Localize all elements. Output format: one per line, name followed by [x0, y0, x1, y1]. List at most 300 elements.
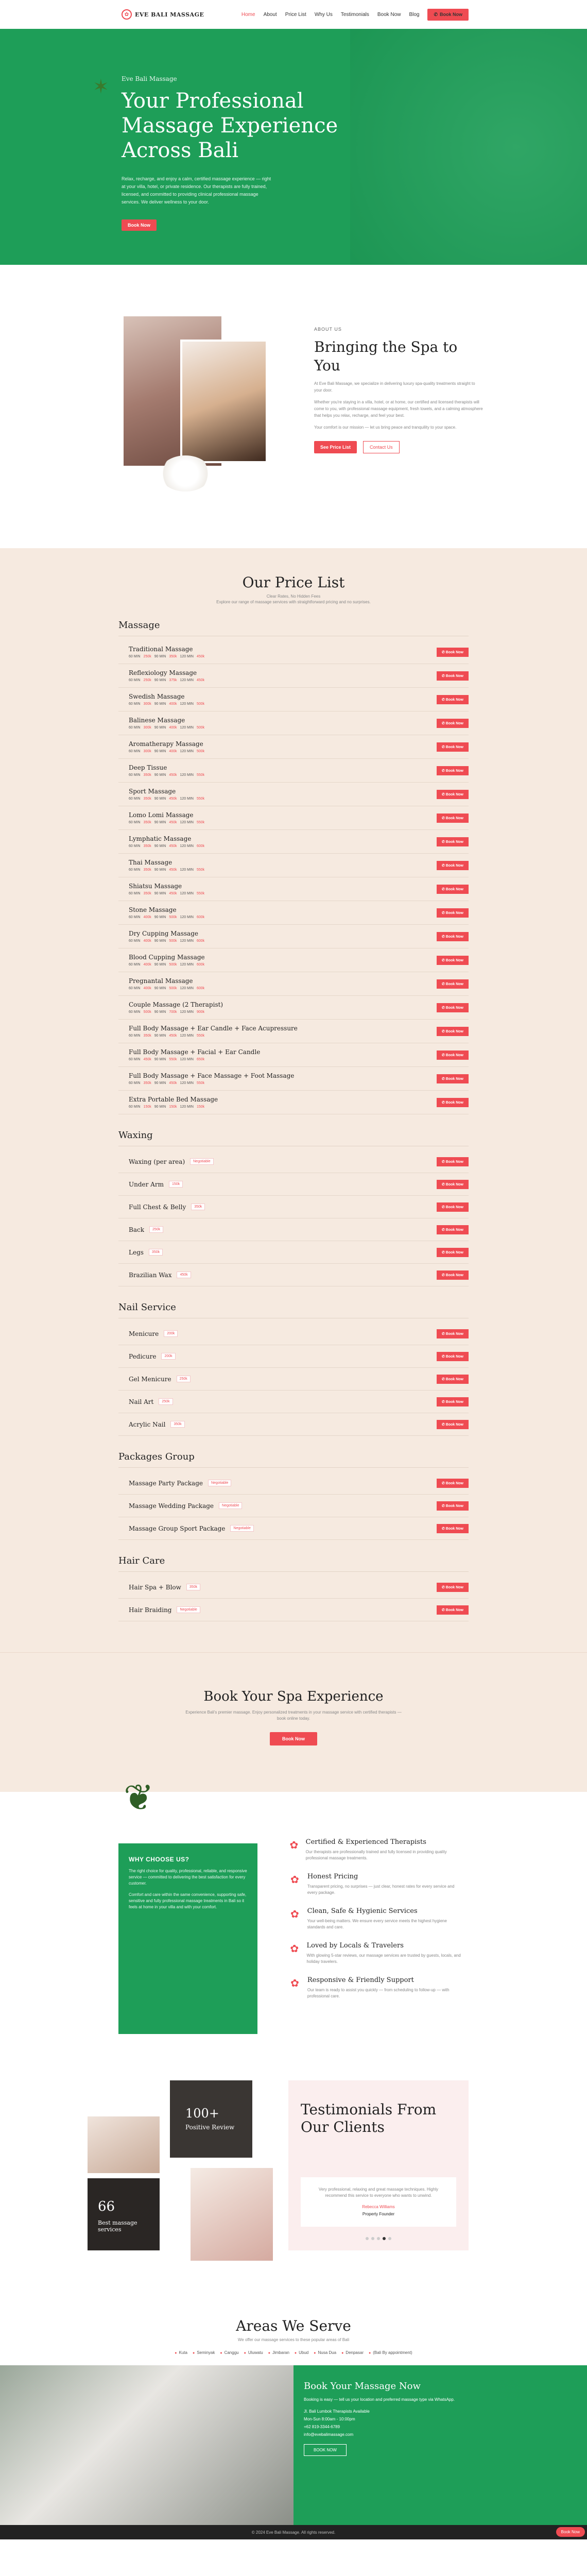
price-row: [118, 1495, 469, 1517]
price-tag: 450k: [177, 1272, 191, 1278]
rate-price: 550k: [196, 821, 205, 824]
service-name: Full Body Massage + Ear Candle + Face Acupressure: [129, 1025, 298, 1032]
book-now-button[interactable]: ✆ Book Now: [437, 837, 469, 846]
service-inline: [129, 1226, 163, 1233]
service-name: Aromatherapy Massage: [129, 740, 203, 748]
service-inline: [129, 1249, 163, 1256]
carousel-dot[interactable]: [388, 2237, 391, 2240]
lotus-icon: ✿: [290, 1909, 299, 1920]
rate-price: 500k: [169, 939, 177, 943]
area-item: ● (Bali By appointment): [369, 2350, 412, 2355]
price-row-info: [129, 977, 204, 990]
service-name: Stone Massage: [129, 906, 177, 913]
review-count: 100+: [185, 2106, 219, 2121]
stat-number: 66: [98, 2199, 115, 2214]
book-now-button[interactable]: ✆ Book Now: [437, 671, 469, 681]
carousel-dot[interactable]: [377, 2237, 380, 2240]
whatsapp-icon: ✆: [441, 1182, 446, 1187]
book-now-button[interactable]: ✆ Book Now: [437, 1397, 469, 1406]
service-name: Full Chest & Belly: [129, 1203, 186, 1211]
rate-list: [129, 1034, 298, 1038]
reviewer-name: Rebecca Williams: [362, 2205, 395, 2209]
nav-book-button[interactable]: ✆ Book Now: [427, 9, 469, 21]
rate-price: 400k: [143, 963, 151, 967]
area-item: ● Canggu: [220, 2350, 238, 2355]
feature-title: Certified & Experienced Therapists: [305, 1838, 426, 1846]
service-name: Massage Party Package: [129, 1479, 203, 1487]
whatsapp-icon: ✆: [441, 698, 446, 702]
whatsapp-icon: ✆: [441, 1077, 446, 1081]
price-row: [118, 1020, 469, 1043]
testimonials-section: [0, 2070, 587, 2307]
why-title: WHY CHOOSE US?: [129, 1856, 189, 1863]
price-row-info: [129, 1001, 223, 1014]
price-tag: 200k: [164, 1330, 178, 1337]
rate-price: 400k: [143, 939, 151, 943]
book-now-button[interactable]: ✆ Book Now: [437, 648, 469, 657]
price-row: [118, 996, 469, 1020]
whatsapp-icon: ✆: [434, 11, 438, 17]
book-now-button[interactable]: ✆ Book Now: [437, 742, 469, 752]
rate-duration: 60 MIN: [129, 844, 141, 848]
price-list-title: Our Price List: [242, 574, 345, 591]
price-category: [118, 1130, 469, 1286]
rate-price: 400k: [169, 750, 177, 753]
rate-list: [129, 1081, 294, 1085]
about-section: [0, 265, 587, 548]
service-name: Dry Cupping Massage: [129, 930, 198, 937]
lotus-icon: ✿: [122, 9, 132, 20]
book-spa-section: [0, 1652, 587, 1792]
book-now-button[interactable]: ✆ Book Now: [437, 1375, 469, 1384]
book-now-button[interactable]: ✆ Book Now: [437, 1202, 469, 1212]
service-inline: [129, 1606, 200, 1614]
book-spa-button[interactable]: Book Now: [270, 1732, 317, 1745]
price-tag: Negotiable: [177, 1606, 200, 1613]
service-name: Legs: [129, 1248, 144, 1256]
why-paragraph: Comfort and care within the same convenience, supporting safe, sensitive and fully professional massage treatments in Bali so it feels at home in your villa and with your comfort.: [129, 1892, 247, 1909]
whatsapp-icon: ✆: [441, 816, 446, 820]
rate-duration: 90 MIN: [154, 963, 166, 967]
rate-duration: 120 MIN: [180, 963, 194, 967]
lotus-icon: ✿: [289, 1840, 299, 1851]
rate-duration: 90 MIN: [154, 797, 166, 801]
category-title: Waxing: [118, 1130, 469, 1146]
testimonial-image-candles: [88, 2116, 160, 2173]
rate-list: [129, 750, 204, 753]
book-now-button[interactable]: ✆ Book Now: [437, 1583, 469, 1592]
rate-price: 550k: [169, 1058, 177, 1061]
price-row-info: [129, 788, 204, 801]
feature-item: [288, 1873, 463, 1896]
rate-price: 350k: [143, 1081, 151, 1085]
whatsapp-icon: ✆: [441, 935, 446, 939]
lotus-icon: ✿: [290, 1874, 299, 1886]
rate-duration: 90 MIN: [154, 1058, 166, 1061]
price-row-info: [129, 1048, 260, 1061]
nav-testimonials[interactable]: Testimonials: [340, 11, 369, 18]
whatsapp-icon: ✆: [441, 1504, 446, 1508]
price-list-description: Explore our range of massage services with straightforward pricing and no surprises.: [216, 600, 371, 604]
price-row-info: [129, 1525, 254, 1532]
price-row-info: [129, 1226, 163, 1233]
price-row-info: [129, 859, 204, 872]
book-now-button[interactable]: ✆ Book Now: [437, 861, 469, 870]
book-now-button[interactable]: ✆ Book Now: [437, 1225, 469, 1234]
whatsapp-icon: ✆: [441, 1527, 446, 1531]
rate-price: 350k: [143, 892, 151, 895]
price-category: [118, 620, 469, 1114]
whatsapp-icon: ✆: [441, 721, 446, 725]
phone-text[interactable]: +62 819-3344-6789: [304, 2425, 340, 2429]
rate-list: [129, 679, 204, 682]
price-row: [118, 972, 469, 996]
price-row: [118, 1576, 469, 1599]
book-now-button[interactable]: ✆ Book Now: [437, 979, 469, 989]
main-menu: [241, 9, 469, 21]
price-row: [118, 925, 469, 948]
service-name: Pregnantal Massage: [129, 977, 193, 985]
rate-price: 450k: [169, 844, 177, 848]
about-image-massage: [180, 340, 268, 463]
area-item: ● Jimbaran: [268, 2350, 289, 2355]
rate-price: 450k: [169, 1034, 177, 1038]
price-row-info: [129, 1376, 191, 1383]
rate-price: 500k: [196, 702, 205, 706]
service-name: Full Body Massage + Facial + Ear Candle: [129, 1048, 261, 1056]
rate-duration: 90 MIN: [154, 821, 166, 824]
book-now-button[interactable]: ✆ Book Now: [437, 932, 469, 941]
book-now-button[interactable]: ✆ Book Now: [437, 1605, 469, 1615]
price-category: [118, 1451, 469, 1540]
carousel-dots[interactable]: [301, 2237, 456, 2240]
service-name: Deep Tissue: [129, 764, 167, 771]
service-name: Hair Spa + Blow: [129, 1583, 181, 1591]
rate-list: [129, 987, 204, 990]
rate-duration: 60 MIN: [129, 750, 141, 753]
rate-price: 600k: [196, 939, 205, 943]
feature-title: Honest Pricing: [307, 1873, 358, 1880]
price-tag: Negotiable: [219, 1502, 242, 1509]
service-inline: [129, 1181, 183, 1188]
book-now-button[interactable]: ✆ Book Now: [437, 719, 469, 728]
whatsapp-icon: ✆: [441, 1608, 446, 1612]
rate-list: [129, 702, 204, 706]
service-inline: [129, 1480, 231, 1487]
book-now-button[interactable]: ✆ Book Now: [437, 766, 469, 775]
service-name: Back: [129, 1226, 144, 1233]
price-row: [118, 664, 469, 688]
feature-title: Loved by Locals & Travelers: [306, 1942, 404, 1950]
whatsapp-icon: ✆: [441, 650, 446, 654]
rate-duration: 60 MIN: [129, 655, 141, 658]
nav-about[interactable]: About: [263, 11, 277, 18]
feature-item: [288, 1942, 463, 1965]
contact-us-button[interactable]: Contact Us: [363, 441, 400, 453]
price-tag: Negotiable: [190, 1158, 213, 1165]
book-now-button[interactable]: ✆ Book Now: [437, 1248, 469, 1257]
rate-duration: 60 MIN: [129, 916, 141, 919]
book-now-button[interactable]: ✆ Book Now: [437, 956, 469, 965]
price-row-info: [129, 740, 204, 753]
rate-duration: 120 MIN: [180, 1081, 194, 1085]
book-now-button[interactable]: ✆ Book Now: [437, 1479, 469, 1488]
carousel-dot-active[interactable]: [383, 2237, 386, 2240]
rate-price: 400k: [143, 916, 151, 919]
price-row-info: [129, 1421, 185, 1428]
rate-price: 550k: [196, 773, 205, 777]
price-row-info: [129, 954, 205, 967]
price-tag: 350k: [191, 1204, 205, 1210]
service-name: Brazilian Wax: [129, 1271, 172, 1279]
service-inline: [129, 1502, 242, 1510]
areas-section: [0, 2307, 587, 2365]
rate-price: 250k: [143, 679, 151, 682]
nav-blog[interactable]: Blog: [409, 11, 420, 18]
booking-button[interactable]: BOOK NOW: [304, 2444, 347, 2456]
price-row: [118, 1196, 469, 1218]
service-name: Acrylic Nail: [129, 1420, 166, 1428]
testimonial-card: [288, 2080, 469, 2250]
rate-duration: 120 MIN: [180, 821, 194, 824]
rate-duration: 60 MIN: [129, 1058, 141, 1061]
book-now-button[interactable]: ✆ Book Now: [437, 1098, 469, 1107]
rate-duration: 120 MIN: [180, 1010, 194, 1014]
rate-duration: 120 MIN: [180, 844, 194, 848]
price-row-info: [129, 1502, 242, 1510]
price-row: [118, 1264, 469, 1286]
rate-price: 450k: [169, 868, 177, 872]
service-inline: [129, 1158, 214, 1165]
book-now-button[interactable]: ✆ Book Now: [437, 908, 469, 918]
price-row-info: [129, 811, 204, 824]
price-row-info: [129, 883, 204, 895]
whatsapp-icon: ✆: [441, 1053, 446, 1057]
whatsapp-icon: ✆: [441, 1273, 446, 1277]
rate-price: 550k: [196, 892, 205, 895]
rate-price: 300k: [143, 750, 151, 753]
whatsapp-icon: ✆: [441, 1160, 446, 1164]
rate-price: 150k: [143, 1105, 151, 1109]
book-spa-title: Book Your Spa Experience: [203, 1689, 384, 1704]
area-list: [118, 2350, 469, 2355]
price-row: [118, 1241, 469, 1264]
area-item: ● Denpasar: [341, 2350, 364, 2355]
price-row-info: [129, 1025, 298, 1038]
service-name: Reflexiology Massage: [129, 669, 197, 676]
service-name: Full Body Massage + Face Massage + Foot Massage: [129, 1072, 295, 1079]
price-category: [118, 1302, 469, 1436]
testimonials-title: Testimonials From Our Clients: [301, 2101, 437, 2136]
whatsapp-icon: ✆: [441, 745, 446, 749]
rate-price: 500k: [196, 726, 205, 730]
areas-subtitle: We offer our massage services to these popular areas of Bali: [237, 2337, 350, 2342]
service-inline: [129, 1398, 173, 1405]
rate-duration: 120 MIN: [180, 797, 194, 801]
book-now-button[interactable]: ✆ Book Now: [437, 1501, 469, 1511]
service-inline: [129, 1421, 185, 1428]
book-now-button[interactable]: ✆ Book Now: [437, 1050, 469, 1060]
email-text[interactable]: info@evebalimassage.com: [304, 2432, 354, 2437]
rate-price: 300k: [143, 702, 151, 706]
price-row: [118, 830, 469, 854]
price-row-info: [129, 835, 204, 848]
floating-book-button[interactable]: Book Now: [556, 2527, 585, 2537]
rate-duration: 60 MIN: [129, 892, 141, 895]
footer: [0, 2525, 587, 2539]
nav-home[interactable]: Home: [241, 11, 255, 18]
service-name: Blood Cupping Massage: [129, 954, 205, 961]
rate-duration: 60 MIN: [129, 1081, 141, 1085]
service-name: Balinese Massage: [129, 717, 185, 724]
price-row: [118, 1173, 469, 1196]
rate-price: 350k: [143, 773, 151, 777]
feature-item: [288, 1907, 463, 1930]
price-row: [118, 1091, 469, 1114]
service-inline: [129, 1525, 254, 1532]
whatsapp-icon: ✆: [441, 1006, 446, 1010]
address-text: Jl. Bali Lumbok Therapists Available: [304, 2409, 370, 2414]
rate-price: 350k: [143, 844, 151, 848]
rate-duration: 60 MIN: [129, 868, 141, 872]
price-row: [118, 640, 469, 664]
feature-description: With glowing 5-star reviews, our massage services are trusted by guests, locals, and holiday travelers.: [306, 1953, 461, 1964]
feature-list: [288, 1838, 463, 2011]
price-row: [118, 1067, 469, 1091]
whatsapp-icon: ✆: [441, 1250, 446, 1255]
book-now-button[interactable]: ✆ Book Now: [437, 1270, 469, 1280]
rate-price: 450k: [169, 797, 177, 801]
book-now-button[interactable]: ✆ Book Now: [437, 1329, 469, 1338]
rate-duration: 60 MIN: [129, 726, 141, 730]
whatsapp-icon: ✆: [441, 1029, 446, 1033]
booking-panel: [294, 2365, 587, 2525]
booking-text: Booking is easy — tell us your location and preferred massage type via WhatsApp.: [304, 2397, 455, 2402]
rate-duration: 90 MIN: [154, 773, 166, 777]
rate-duration: 120 MIN: [180, 939, 194, 943]
rate-list: [129, 726, 204, 730]
price-row: [118, 877, 469, 901]
rate-price: 650k: [196, 1058, 205, 1061]
price-tag: 250k: [159, 1398, 172, 1405]
nav-why-us[interactable]: Why Us: [314, 11, 333, 18]
rate-duration: 120 MIN: [180, 726, 194, 730]
book-now-button[interactable]: ✆ Book Now: [437, 1074, 469, 1083]
price-row-info: [129, 1480, 231, 1487]
logo[interactable]: [122, 9, 204, 20]
area-item: ● Seminyak: [193, 2350, 215, 2355]
positive-review-card: [170, 2080, 252, 2158]
price-row-info: [129, 717, 204, 730]
price-row-info: [129, 1249, 163, 1256]
why-paragraph: The right choice for quality, professional, reliable, and responsive service — committed to delivering the best satisfaction for every customer.: [129, 1869, 247, 1886]
rate-price: 300k: [143, 726, 151, 730]
rate-price: 400k: [169, 726, 177, 730]
service-name: Menicure: [129, 1330, 159, 1337]
rate-price: 350k: [143, 797, 151, 801]
price-tag: 350k: [149, 1249, 163, 1256]
book-now-button[interactable]: ✆ Book Now: [437, 790, 469, 799]
booking-title: Book Your Massage Now: [304, 2381, 421, 2392]
rate-duration: 90 MIN: [154, 655, 166, 658]
rate-price: 350k: [143, 821, 151, 824]
rate-duration: 120 MIN: [180, 868, 194, 872]
price-row: [118, 783, 469, 806]
about-buttons: [314, 441, 484, 453]
price-tag: 350k: [186, 1584, 200, 1590]
feature-description: Our therapists are professionally trained and fully licensed in providing quality professional massage treatments.: [305, 1850, 447, 1860]
lotus-icon: ✿: [290, 1943, 299, 1955]
whatsapp-icon: ✆: [441, 769, 446, 773]
service-name: Lomo Lomi Massage: [129, 811, 194, 819]
book-now-button[interactable]: ✆ Book Now: [437, 1420, 469, 1429]
nav-price-list[interactable]: Price List: [285, 11, 306, 18]
book-now-button[interactable]: ✆ Book Now: [437, 1027, 469, 1036]
rate-price: 450k: [169, 821, 177, 824]
hero-book-button[interactable]: Book Now: [122, 219, 157, 231]
feature-description: Transparent pricing, no surprises — just clear, honest rates for every service and every package.: [307, 1884, 455, 1895]
rate-list: [129, 773, 204, 777]
rate-duration: 120 MIN: [180, 679, 194, 682]
carousel-dot[interactable]: [371, 2237, 374, 2240]
book-now-button[interactable]: ✆ Book Now: [437, 1157, 469, 1166]
hero-section: [0, 29, 587, 265]
hero-eyebrow: Eve Bali Massage: [122, 75, 177, 82]
book-now-button[interactable]: ✆ Book Now: [437, 1180, 469, 1189]
palm-leaf-icon: ✶: [93, 76, 109, 98]
rate-price: 500k: [196, 750, 205, 753]
price-row-info: [129, 693, 204, 706]
price-row: [118, 901, 469, 925]
rate-price: 500k: [169, 916, 177, 919]
rate-duration: 120 MIN: [180, 702, 194, 706]
price-row-info: [129, 1204, 205, 1211]
service-inline: [129, 1330, 178, 1337]
price-row: [118, 854, 469, 877]
whatsapp-icon: ✆: [441, 863, 446, 868]
service-name: Swedish Massage: [129, 693, 185, 700]
rate-price: 450k: [169, 892, 177, 895]
why-choose-us-section: [0, 1777, 587, 2070]
rate-list: [129, 939, 204, 943]
book-now-button[interactable]: ✆ Book Now: [437, 695, 469, 704]
price-row: [118, 735, 469, 759]
book-now-button[interactable]: ✆ Book Now: [437, 885, 469, 894]
area-item: ● Nusa Dua: [314, 2350, 336, 2355]
book-now-button[interactable]: ✆ Book Now: [437, 1003, 469, 1012]
feature-description: Your well-being matters. We ensure every service meets the highest hygiene standards and care.: [307, 1919, 447, 1929]
price-row-info: [129, 1606, 200, 1614]
see-price-list-button[interactable]: See Price List: [314, 441, 357, 453]
carousel-dot[interactable]: [366, 2237, 369, 2240]
whatsapp-icon: ✆: [441, 1354, 446, 1359]
about-paragraph: Your comfort is our mission — let us bring peace and tranquility to your space.: [314, 425, 457, 430]
price-tag: Negotiable: [208, 1480, 231, 1486]
rate-duration: 90 MIN: [154, 679, 166, 682]
whatsapp-icon: ✆: [441, 887, 446, 891]
nav-book-now[interactable]: Book Now: [377, 11, 401, 18]
service-name: Traditional Massage: [129, 646, 193, 653]
rate-duration: 90 MIN: [154, 1010, 166, 1014]
whatsapp-icon: ✆: [441, 1332, 446, 1336]
price-list-section: [0, 548, 587, 1652]
price-row: [118, 1472, 469, 1495]
book-now-button[interactable]: ✆ Book Now: [437, 814, 469, 823]
book-now-button[interactable]: ✆ Book Now: [437, 1352, 469, 1361]
book-now-button[interactable]: ✆ Book Now: [437, 1524, 469, 1533]
price-row-info: [129, 764, 204, 777]
price-row: [118, 1517, 469, 1540]
